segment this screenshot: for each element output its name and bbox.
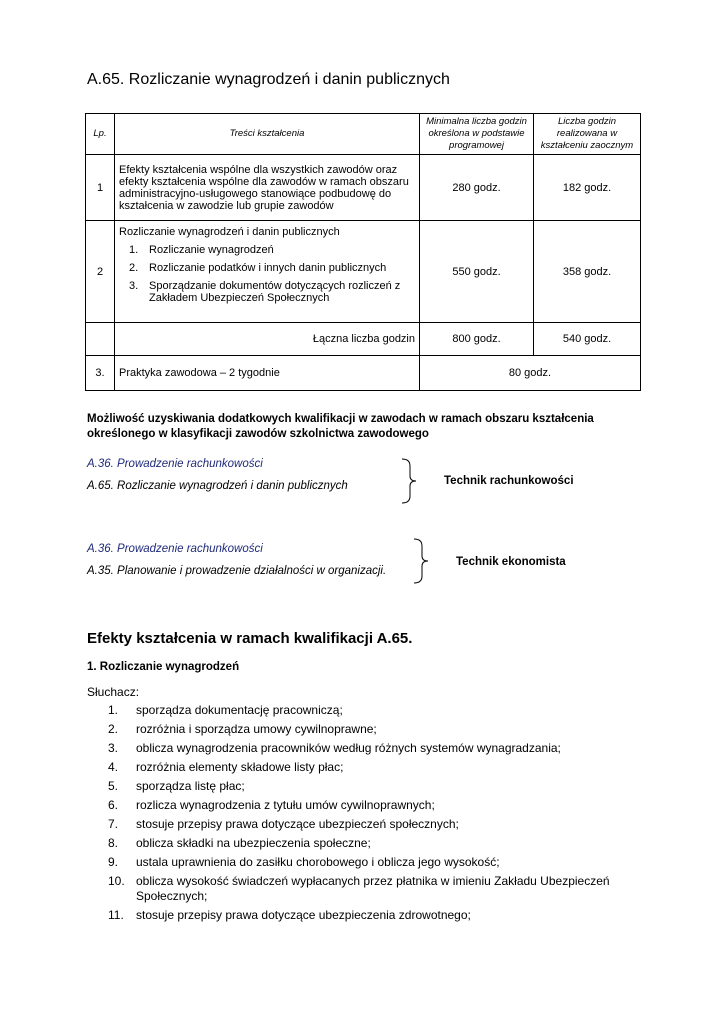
- table-row: [86, 221, 641, 323]
- effects-subheading: 1. Rozliczanie wynagrodzeń: [87, 661, 240, 673]
- list-item: 6. rozlicza wynagrodzenia z tytułu umów cywilnoprawnych;: [108, 798, 435, 812]
- effects-list: [108, 703, 628, 927]
- table-row: [86, 356, 641, 391]
- curly-brace-icon: [411, 538, 433, 584]
- row2-title: Rozliczanie wynagrodzeń i danin publicznych: [119, 226, 340, 238]
- page-title: A.65. Rozliczanie wynagrodzeń i danin publicznych: [87, 71, 450, 88]
- table-header-row: [86, 114, 641, 155]
- list-item: 3. Sporządzanie dokumentów dotyczących rozliczeń z Zakładem Ubezpieczeń Społecznych: [129, 280, 401, 304]
- list-item: 11. stosuje przepisy prawa dotyczące ubezpieczenia zdrowotnego;: [108, 908, 471, 922]
- header-min-hours: Minimalna liczba godzin określona w podstawie programowej: [420, 114, 534, 155]
- profession-label: Technik ekonomista: [456, 556, 566, 568]
- curly-brace-icon: [399, 458, 421, 504]
- list-item: 9. ustala uprawnienia do zasiłku chorobowego i oblicza jego wysokość;: [108, 855, 500, 869]
- total-label: Łączna liczba godzin: [115, 323, 420, 356]
- row2-lp: 2: [86, 221, 115, 323]
- total-row: [86, 323, 641, 356]
- profession-label: Technik rachunkowości: [444, 475, 574, 487]
- row2-min: 550 godz.: [420, 221, 534, 323]
- list-item: 8. oblicza składki na ubezpieczenia społeczne;: [108, 836, 371, 850]
- group2-qualification-2: A.35. Planowanie i prowadzenie działalności w organizacji.: [87, 565, 387, 577]
- list-item: 2. rozróżnia i sporządza umowy cywilnoprawne;: [108, 722, 377, 736]
- list-item: 4. rozróżnia elementy składowe listy płac;: [108, 760, 344, 774]
- list-item: 5. sporządza listę płac;: [108, 779, 245, 793]
- effects-heading: Efekty kształcenia w ramach kwalifikacji A.65.: [87, 630, 413, 647]
- row3-content: Praktyka zawodowa – 2 tygodnie: [115, 356, 420, 391]
- header-lp: Lp.: [86, 114, 115, 155]
- total-min: 800 godz.: [420, 323, 534, 356]
- group1-qualification-2: A.65. Rozliczanie wynagrodzeń i danin publicznych: [87, 480, 348, 492]
- header-extramural-hours: Liczba godzin realizowana w kształceniu zaocznym: [534, 114, 641, 155]
- row1-lp: 1: [86, 155, 115, 221]
- row2-content: [115, 221, 420, 323]
- row1-content: Efekty kształcenia wspólne dla wszystkich zawodów oraz efekty kształcenia wspólne dla zawodów w ramach obszaru administracyjno-usługowego stanowiące podbudowę do kształcenia w zawodzie lub grupie zawodów: [115, 155, 420, 221]
- list-item: 2. Rozliczanie podatków i innych danin publicznych: [129, 262, 387, 274]
- additional-qualifications-heading: Możliwość uzyskiwania dodatkowych kwalifikacji w zawodach w ramach obszaru kształcenia określonego w klasyfikacji zawodów szkolnictwa zawodowego: [87, 413, 594, 440]
- table-row: [86, 155, 641, 221]
- row3-lp: 3.: [86, 356, 115, 391]
- student-label: Słuchacz:: [87, 685, 140, 699]
- row1-zaoczne: 182 godz.: [534, 155, 641, 221]
- list-item: 10. oblicza wysokość świadczeń wypłacanych przez płatnika w imieniu Zakładu Ubezpieczeń Społecznych;: [108, 874, 610, 903]
- list-item: 1. sporządza dokumentację pracowniczą;: [108, 703, 343, 717]
- list-item: 1. Rozliczanie wynagrodzeń: [129, 244, 274, 256]
- header-content: Treści kształcenia: [115, 114, 420, 155]
- row1-min: 280 godz.: [420, 155, 534, 221]
- row2-list: [119, 244, 415, 304]
- total-zaoczne: 540 godz.: [534, 323, 641, 356]
- group2-qualification-1: A.36. Prowadzenie rachunkowości: [87, 543, 263, 555]
- list-item: 7. stosuje przepisy prawa dotyczące ubezpieczeń społecznych;: [108, 817, 459, 831]
- row2-zaoczne: 358 godz.: [534, 221, 641, 323]
- group1-qualification-1: A.36. Prowadzenie rachunkowości: [87, 458, 263, 470]
- row3-hours: 80 godz.: [420, 356, 641, 391]
- hours-table: [85, 113, 641, 391]
- list-item: 3. oblicza wynagrodzenia pracowników według różnych systemów wynagradzania;: [108, 741, 561, 755]
